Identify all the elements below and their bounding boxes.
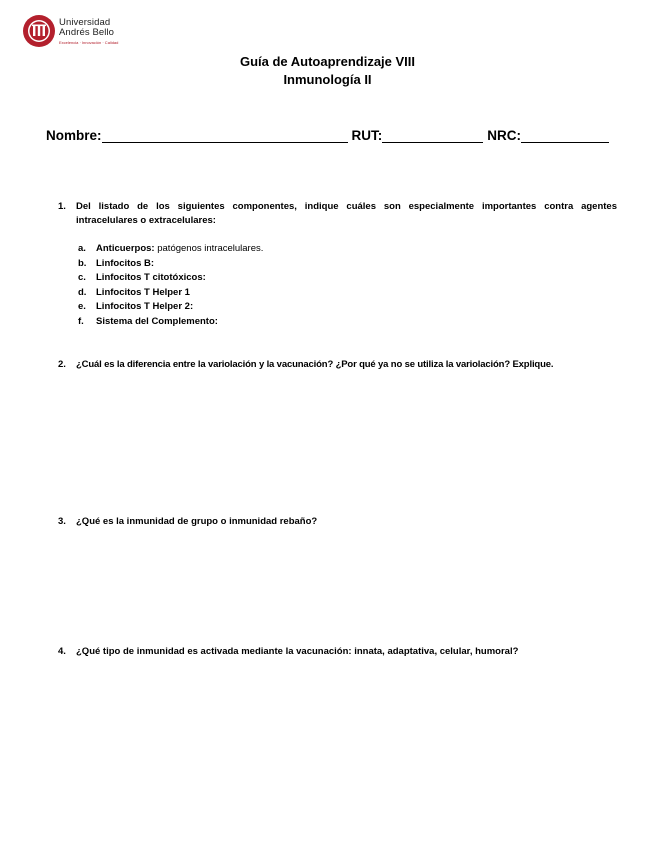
question-number: 4. <box>58 646 66 657</box>
item-label: Linfocitos T citotóxicos: <box>96 272 206 283</box>
question-text: ¿Cuál es la diferencia entre la variolación y la vacunación? ¿Por qué ya no se utiliza la variolación? Explique. <box>76 359 554 370</box>
item-label: Anticuerpos: <box>96 243 155 254</box>
item-label: Linfocitos T Helper 1 <box>96 286 190 298</box>
question-1 <box>58 200 618 230</box>
list-item <box>78 271 206 286</box>
nombre-label: Nombre: <box>46 128 102 143</box>
item-letter: c. <box>78 272 86 283</box>
item-answer: patógenos intracelulares. <box>154 243 264 254</box>
nrc-field[interactable] <box>521 128 609 143</box>
question-number: 2. <box>58 359 66 370</box>
logo-text-line1: Universidad <box>59 17 111 28</box>
list-item <box>78 300 193 315</box>
question-text: ¿Qué tipo de inmunidad es activada mediante la vacunación: innata, adaptativa, celular, humoral? <box>76 646 519 657</box>
university-logo <box>22 14 152 50</box>
university-seal-icon <box>22 14 56 48</box>
item-label: Linfocitos B: <box>96 257 155 269</box>
list-item <box>78 315 218 330</box>
item-label: Linfocitos T Helper 2: <box>96 301 194 312</box>
question-3 <box>58 515 618 531</box>
document-subtitle: Inmunología II <box>283 72 372 87</box>
item-letter: e. <box>78 301 86 312</box>
nrc-label: NRC: <box>487 128 522 143</box>
logo-text-line2: Andrés Bello <box>59 27 115 38</box>
list-item <box>78 286 190 301</box>
item-label: Sistema del Complemento: <box>96 315 218 327</box>
question-number: 1. <box>58 201 66 212</box>
rut-field[interactable] <box>382 128 483 143</box>
question-2 <box>58 358 628 374</box>
student-fields <box>46 128 613 143</box>
item-letter: a. <box>78 243 86 254</box>
item-letter: d. <box>78 286 87 298</box>
nombre-field[interactable] <box>102 128 348 143</box>
question-text: ¿Qué es la inmunidad de grupo o inmunidad rebaño? <box>76 516 318 527</box>
question-text: Del listado de los siguientes componentes, indique cuáles son especialmente importantes contra agentes intracelulares o extracelulares: <box>76 201 617 226</box>
list-item <box>78 242 263 257</box>
logo-tagline: Excelencia · Innovación · Calidad <box>59 40 119 45</box>
item-letter: f. <box>78 315 84 327</box>
rut-label: RUT: <box>351 128 383 143</box>
question-4 <box>58 645 618 661</box>
list-item <box>78 257 154 272</box>
document-title: Guía de Autoaprendizaje VIII <box>239 54 416 69</box>
question-number: 3. <box>58 516 66 527</box>
item-letter: b. <box>78 257 87 269</box>
